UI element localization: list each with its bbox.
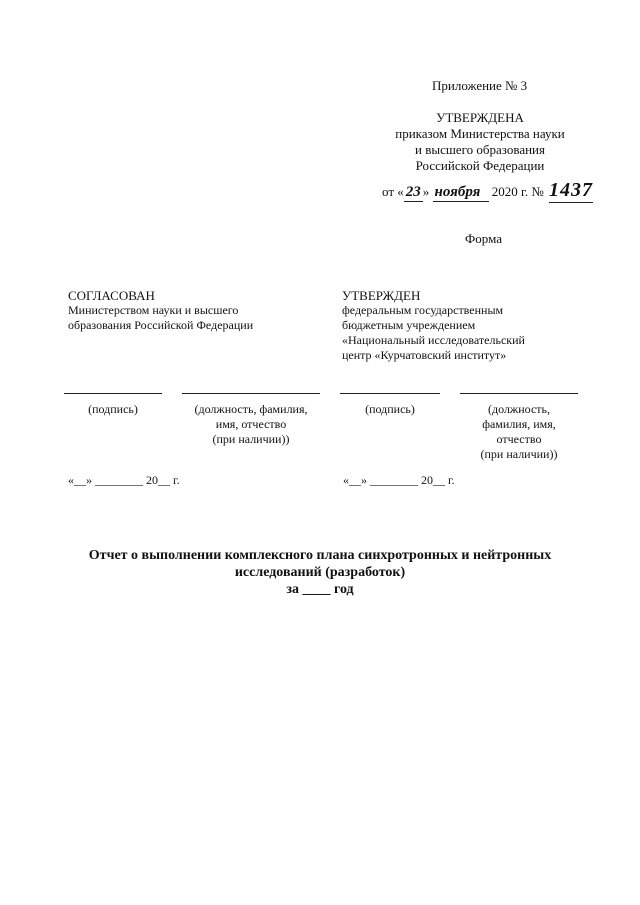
signature-line-2 [340,393,440,394]
position-line-2 [460,393,578,394]
approved-line-1: приказом Министерства науки [395,126,565,141]
appendix-label: Приложение № 3 [432,78,528,93]
signature-caption-1: (подпись) [88,402,138,416]
position-caption-1 [182,402,320,447]
date-prefix: от « [382,184,404,199]
approved-block [342,288,582,363]
approved-block-line-4: центр «Курчатовский институт» [342,348,507,362]
signature-caption-2: (подпись) [365,402,415,416]
position-line-1 [182,393,320,394]
position-caption-2-line-3: отчество [496,432,542,446]
position-caption-1-line-1: (должность, фамилия, [194,402,308,416]
approved-line-2: и высшего образования [415,142,545,157]
report-title-line-2: исследований (разработок) [234,565,406,580]
report-title [40,547,600,598]
report-title-line-3: за ____ год [286,582,354,597]
date-line-right: «__» ________ 20__ г. [343,473,455,487]
position-caption-1-line-3: (при наличии)) [212,432,290,446]
date-line-left: «__» ________ 20__ г. [68,473,180,487]
position-caption-2-line-1: (должность, [488,402,550,416]
agreed-line-2: образования Российской Федерации [68,318,254,332]
approved-header [380,110,580,174]
approved-line-3: Российской Федерации [415,158,545,173]
approved-title: УТВЕРЖДЕНА [436,110,524,125]
order-date-line [382,179,593,203]
form-label: Форма [465,231,502,246]
report-title-line-1: Отчет о выполнении комплексного плана синхротронных и нейтронных [88,548,552,563]
position-caption-1-line-2: имя, отчество [215,417,287,431]
order-number: 1437 [549,179,594,201]
approved-block-line-1: федеральным государственным [342,303,504,317]
agreed-title: СОГЛАСОВАН [68,288,155,303]
approved-block-title: УТВЕРЖДЕН [342,288,421,303]
date-mid: » [422,184,433,199]
date-year: 2020 г. № [491,184,544,199]
agreed-line-1: Министерством науки и высшего [68,303,239,317]
agreed-block [68,288,308,333]
date-month: ноября [433,184,489,202]
position-caption-2-line-2: фамилия, имя, [482,417,556,431]
date-day: 23 [405,184,421,200]
position-caption-2 [460,402,578,462]
approved-block-line-2: бюджетным учреждением [342,318,476,332]
approved-block-line-3: «Национальный исследовательский [342,333,525,347]
signature-line-1 [64,393,162,394]
position-caption-2-line-4: (при наличии)) [480,447,558,461]
